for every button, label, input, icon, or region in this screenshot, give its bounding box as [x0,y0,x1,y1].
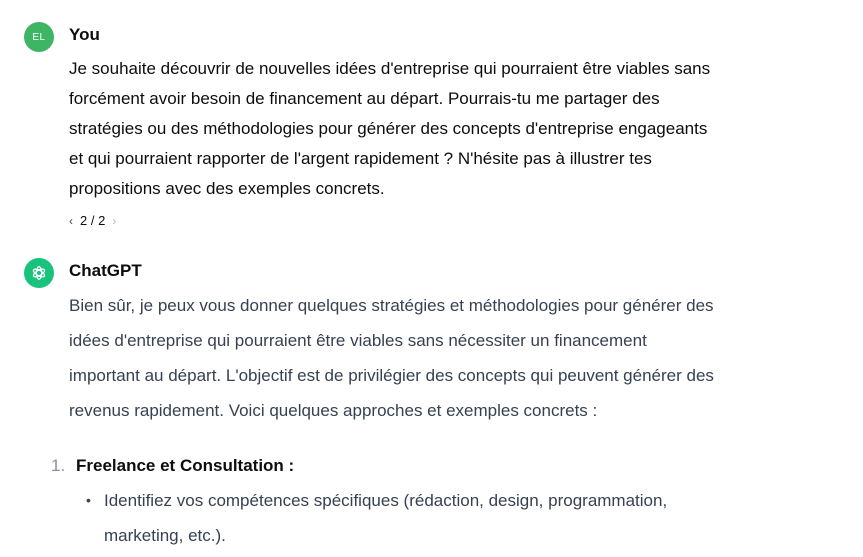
ideas-list [51,448,853,553]
list-item-bullets [76,483,853,553]
assistant-intro-line: revenus rapidement. Voici quelques approches et exemples concrets : [69,401,598,420]
version-counter: 2 / 2 [80,213,106,228]
list-item [51,448,853,553]
user-avatar-initials: EL [32,31,46,43]
assistant-intro-line: Bien sûr, je peux vous donner quelques stratégies et méthodologies pour générer des [69,296,714,315]
chevron-right-icon[interactable]: › [112,213,117,228]
assistant-author-name: ChatGPT [69,261,142,280]
user-message-line: et qui pourraient rapporter de l'argent rapidement ? N'hésite pas à illustrer tes [69,149,652,168]
user-message-text [69,54,853,204]
user-message-line: propositions avec des exemples concrets. [69,179,385,198]
openai-logo-icon [29,263,49,283]
bullet-line: marketing, etc.). [104,526,226,545]
user-message-line: forcément avoir besoin de financement au départ. Pourrais-tu me partager des [69,89,660,108]
assistant-intro-line: idées d'entreprise qui pourraient être viables sans nécessiter un financement [69,331,647,350]
chevron-left-icon[interactable]: ‹ [69,213,73,228]
message-version-pager [69,213,116,228]
user-author-name: You [69,25,100,44]
bullet-item [86,483,853,553]
assistant-intro-line: important au départ. L'objectif est de privilégier des concepts qui peuvent générer des [69,366,714,385]
assistant-message-text [51,288,853,553]
user-message-line: Je souhaite découvrir de nouvelles idées d'entreprise qui pourraient être viables sans [69,59,711,78]
user-avatar [24,22,54,52]
list-item-title: Freelance et Consultation : [76,456,295,475]
assistant-avatar [24,258,54,288]
user-message-line: stratégies ou des méthodologies pour générer des concepts d'entreprise engageants [69,119,708,138]
bullet-line: Identifiez vos compétences spécifiques (rédaction, design, programmation, [104,491,668,510]
bullet-icon: • [86,492,91,508]
list-item-number: 1. [51,456,66,475]
